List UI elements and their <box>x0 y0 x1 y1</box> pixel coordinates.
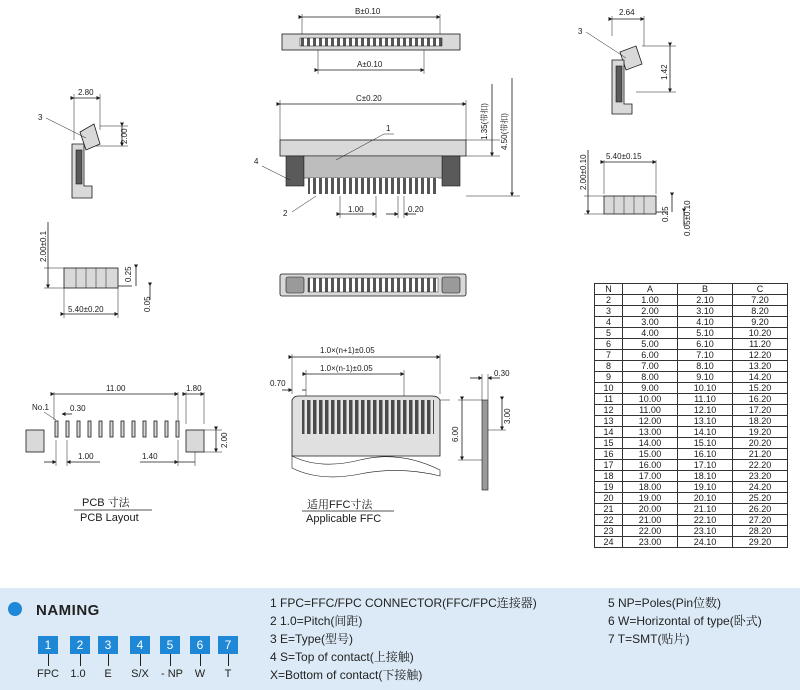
table-cell: 19.00 <box>623 493 678 504</box>
table-cell: 15 <box>595 438 623 449</box>
table-cell: 14.20 <box>733 372 788 383</box>
table-cell: 9.10 <box>678 372 733 383</box>
dim-c: C±0.20 <box>356 94 382 103</box>
table-cell: 21.20 <box>733 449 788 460</box>
table-cell: 6.10 <box>678 339 733 350</box>
table-cell: 14.10 <box>678 427 733 438</box>
dim-005-10: 0.05±0.10 <box>683 200 692 236</box>
naming-box-6: 6 <box>190 636 210 654</box>
dim-280: 2.80 <box>78 88 94 97</box>
naming-desc: 1 FPC=FFC/FPC CONNECTOR(FFC/FPC连接器) <box>270 596 537 610</box>
dim-200-10: 2.00±0.10 <box>579 154 588 190</box>
dim-140: 1.40 <box>142 452 158 461</box>
table-cell: 14 <box>595 427 623 438</box>
table-cell: 7.10 <box>678 350 733 361</box>
table-cell: 15.00 <box>623 449 678 460</box>
table-cell: 25.20 <box>733 493 788 504</box>
table-cell: 13.20 <box>733 361 788 372</box>
table-cell: 4.00 <box>623 328 678 339</box>
table-row <box>595 427 788 438</box>
naming-code-1: FPC <box>37 668 59 680</box>
table-cell: 21.00 <box>623 515 678 526</box>
naming-desc: 3 E=Type(型号) <box>270 632 354 646</box>
table-cell: 23.20 <box>733 471 788 482</box>
table-cell: 12.10 <box>678 405 733 416</box>
table-cell: 20.20 <box>733 438 788 449</box>
table-cell: 2.10 <box>678 295 733 306</box>
table-cell: 21 <box>595 504 623 515</box>
table-cell: 27.20 <box>733 515 788 526</box>
dim-020: 0.20 <box>408 205 424 214</box>
naming-connector <box>140 654 141 666</box>
table-row <box>595 317 788 328</box>
table-body <box>595 295 788 548</box>
table-cell: 7.00 <box>623 361 678 372</box>
table-header-b: B <box>678 284 733 295</box>
table-cell: 18.20 <box>733 416 788 427</box>
table-cell: 7.20 <box>733 295 788 306</box>
naming-connector <box>48 654 49 666</box>
table-cell: 21.10 <box>678 504 733 515</box>
table-cell: 11 <box>595 394 623 405</box>
table-cell: 6 <box>595 339 623 350</box>
table-cell: 9.00 <box>623 383 678 394</box>
table-cell: 2 <box>595 295 623 306</box>
table-cell: 29.20 <box>733 537 788 548</box>
table-cell: 9 <box>595 372 623 383</box>
callout-2: 2 <box>283 209 288 218</box>
table-row <box>595 295 788 306</box>
table-header-a: A <box>623 284 678 295</box>
table-cell: 10.00 <box>623 394 678 405</box>
table-cell: 20.00 <box>623 504 678 515</box>
pcb-pads <box>55 421 179 437</box>
naming-connector <box>80 654 81 666</box>
table-cell: 26.20 <box>733 504 788 515</box>
dim-ffc-n1: 1.0×(n+1)±0.05 <box>320 346 375 355</box>
callout-3-left: 3 <box>38 113 43 122</box>
table-cell: 18.10 <box>678 471 733 482</box>
table-cell: 1.00 <box>623 295 678 306</box>
naming-desc: 7 T=SMT(贴片) <box>608 632 690 646</box>
table-cell: 17.00 <box>623 471 678 482</box>
table-cell: 24 <box>595 537 623 548</box>
table-row <box>595 526 788 537</box>
table-row <box>595 449 788 460</box>
dim-b: B±0.10 <box>355 7 381 16</box>
table-row <box>595 515 788 526</box>
table-cell: 11.00 <box>623 405 678 416</box>
table-cell: 6.00 <box>623 350 678 361</box>
callout-4: 4 <box>254 157 259 166</box>
table-row <box>595 394 788 405</box>
naming-connector <box>200 654 201 666</box>
dim-025-right: 0.25 <box>661 206 670 222</box>
dim-ffc-nm1: 1.0×(n-1)±0.05 <box>320 364 373 373</box>
table-cell: 19 <box>595 482 623 493</box>
dim-100-pcb: 1.00 <box>78 452 94 461</box>
naming-desc: 6 W=Horizontal of type(卧式) <box>608 614 762 628</box>
table-cell: 4 <box>595 317 623 328</box>
table-row <box>595 405 788 416</box>
table-row <box>595 306 788 317</box>
table-row <box>595 460 788 471</box>
naming-desc: 4 S=Top of contact(上接触) <box>270 650 414 664</box>
table-cell: 23.10 <box>678 526 733 537</box>
dim-070: 0.70 <box>270 379 286 388</box>
table-cell: 17.10 <box>678 460 733 471</box>
dim-300: 3.00 <box>503 408 512 424</box>
dim-a: A±0.10 <box>357 60 383 69</box>
ffc-side-view <box>451 369 512 490</box>
table-header-n: N <box>595 284 623 295</box>
naming-box-7: 7 <box>218 636 238 654</box>
side-view-right-mid <box>579 150 692 236</box>
table-row <box>595 350 788 361</box>
table-row <box>595 339 788 350</box>
dim-540-20: 5.40±0.20 <box>68 305 104 314</box>
table-cell: 12.00 <box>623 416 678 427</box>
table-cell: 19.20 <box>733 427 788 438</box>
table-cell: 24.20 <box>733 482 788 493</box>
table-cell: 14.00 <box>623 438 678 449</box>
dimension-table <box>594 283 788 548</box>
table-row <box>595 416 788 427</box>
caption-ffc-cn: 适用FFC寸法 <box>307 499 373 511</box>
naming-desc: 5 NP=Poles(Pin位数) <box>608 596 722 610</box>
dim-1100: 11.00 <box>106 384 126 393</box>
table-row <box>595 372 788 383</box>
table-header-c: C <box>733 284 788 295</box>
table-cell: 3.10 <box>678 306 733 317</box>
naming-box-2: 2 <box>70 636 90 654</box>
side-view-left-top <box>38 88 129 198</box>
table-cell: 12 <box>595 405 623 416</box>
table-cell: 7 <box>595 350 623 361</box>
naming-box-1: 1 <box>38 636 58 654</box>
table-cell: 18.00 <box>623 482 678 493</box>
callout-1: 1 <box>386 124 391 133</box>
dim-540-15: 5.40±0.15 <box>606 152 642 161</box>
dim-030: 0.30 <box>70 404 86 413</box>
front-view-top <box>282 7 460 74</box>
naming-connector <box>108 654 109 666</box>
table-cell: 10.20 <box>733 328 788 339</box>
table-cell: 16.20 <box>733 394 788 405</box>
table-cell: 16.10 <box>678 449 733 460</box>
table-cell: 15.20 <box>733 383 788 394</box>
dim-025-left: 0.25 <box>124 266 133 282</box>
table-row <box>595 482 788 493</box>
table-cell: 22 <box>595 515 623 526</box>
naming-box-4: 4 <box>130 636 150 654</box>
table-cell: 17.20 <box>733 405 788 416</box>
top-view-main <box>254 78 520 218</box>
naming-code-2: 1.0 <box>70 668 86 680</box>
dim-030-ffc: 0.30 <box>494 369 510 378</box>
label-no1: No.1 <box>32 403 49 412</box>
table-cell: 19.10 <box>678 482 733 493</box>
table-cell: 20.10 <box>678 493 733 504</box>
side-view-right-top <box>578 8 676 114</box>
table-cell: 24.10 <box>678 537 733 548</box>
table-cell: 5.00 <box>623 339 678 350</box>
table-row <box>595 471 788 482</box>
table-cell: 5.10 <box>678 328 733 339</box>
dim-264: 2.64 <box>619 8 635 17</box>
table-cell: 12.20 <box>733 350 788 361</box>
bullet-dot-icon <box>8 602 22 616</box>
naming-code-3: E <box>104 668 112 680</box>
dim-200-pcb: 2.00 <box>220 432 229 448</box>
table-cell: 15.10 <box>678 438 733 449</box>
table-row <box>595 537 788 548</box>
dim-200-left: 2.00 <box>120 128 129 144</box>
table-cell: 13.10 <box>678 416 733 427</box>
naming-connector <box>228 654 229 666</box>
naming-code-4: S/X <box>131 668 149 680</box>
caption-pcb-cn: PCB 寸法 <box>82 497 130 509</box>
table-header-row <box>595 284 788 295</box>
dim-450: 4.50(带扣) <box>500 113 509 150</box>
table-cell: 28.20 <box>733 526 788 537</box>
table-cell: 9.20 <box>733 317 788 328</box>
table-cell: 8.20 <box>733 306 788 317</box>
dim-005: 0.05 <box>143 296 152 312</box>
dim-180: 1.80 <box>186 384 202 393</box>
table-cell: 5 <box>595 328 623 339</box>
naming-box-5: 5 <box>160 636 180 654</box>
table-cell: 4.10 <box>678 317 733 328</box>
table-cell: 16 <box>595 449 623 460</box>
table-cell: 11.10 <box>678 394 733 405</box>
naming-code-5: - NP <box>161 668 183 680</box>
applicable-ffc <box>270 346 450 525</box>
table-cell: 10.10 <box>678 383 733 394</box>
table-cell: 11.20 <box>733 339 788 350</box>
table-cell: 3 <box>595 306 623 317</box>
dim-142: 1.42 <box>660 64 669 80</box>
table-cell: 23 <box>595 526 623 537</box>
naming-desc: 2 1.0=Pitch(间距) <box>270 614 363 628</box>
table-cell: 10 <box>595 383 623 394</box>
naming-code-7: T <box>224 668 232 680</box>
callout-3-right: 3 <box>578 27 583 36</box>
caption-ffc-en: Applicable FFC <box>306 513 382 525</box>
table-cell: 16.00 <box>623 460 678 471</box>
naming-connector <box>170 654 171 666</box>
naming-panel <box>0 588 800 690</box>
pcb-layout <box>26 384 229 524</box>
naming-desc: X=Bottom of contact(下接触) <box>270 668 423 682</box>
bottom-view <box>280 274 466 296</box>
naming-box-3: 3 <box>98 636 118 654</box>
dim-600: 6.00 <box>451 426 460 442</box>
table-cell: 20 <box>595 493 623 504</box>
table-cell: 17 <box>595 460 623 471</box>
table-cell: 22.10 <box>678 515 733 526</box>
naming-code-6: W <box>194 668 206 680</box>
table-cell: 22.20 <box>733 460 788 471</box>
table-row <box>595 493 788 504</box>
table-row <box>595 361 788 372</box>
side-view-left-mid <box>39 222 152 318</box>
table-row <box>595 438 788 449</box>
table-cell: 13 <box>595 416 623 427</box>
table-cell: 23.00 <box>623 537 678 548</box>
caption-pcb-en: PCB Layout <box>80 512 139 524</box>
table-row <box>595 383 788 394</box>
table-cell: 2.00 <box>623 306 678 317</box>
table-cell: 8.10 <box>678 361 733 372</box>
table-cell: 8 <box>595 361 623 372</box>
dim-135: 1.35(带扣) <box>480 103 489 140</box>
table-cell: 13.00 <box>623 427 678 438</box>
table-row <box>595 504 788 515</box>
table-cell: 22.00 <box>623 526 678 537</box>
naming-title: NAMING <box>36 602 100 619</box>
dim-200-1: 2.00±0.1 <box>39 230 48 262</box>
table-cell: 8.00 <box>623 372 678 383</box>
dim-pitch: 1.00 <box>348 205 364 214</box>
table-cell: 3.00 <box>623 317 678 328</box>
table-row <box>595 328 788 339</box>
table-cell: 18 <box>595 471 623 482</box>
